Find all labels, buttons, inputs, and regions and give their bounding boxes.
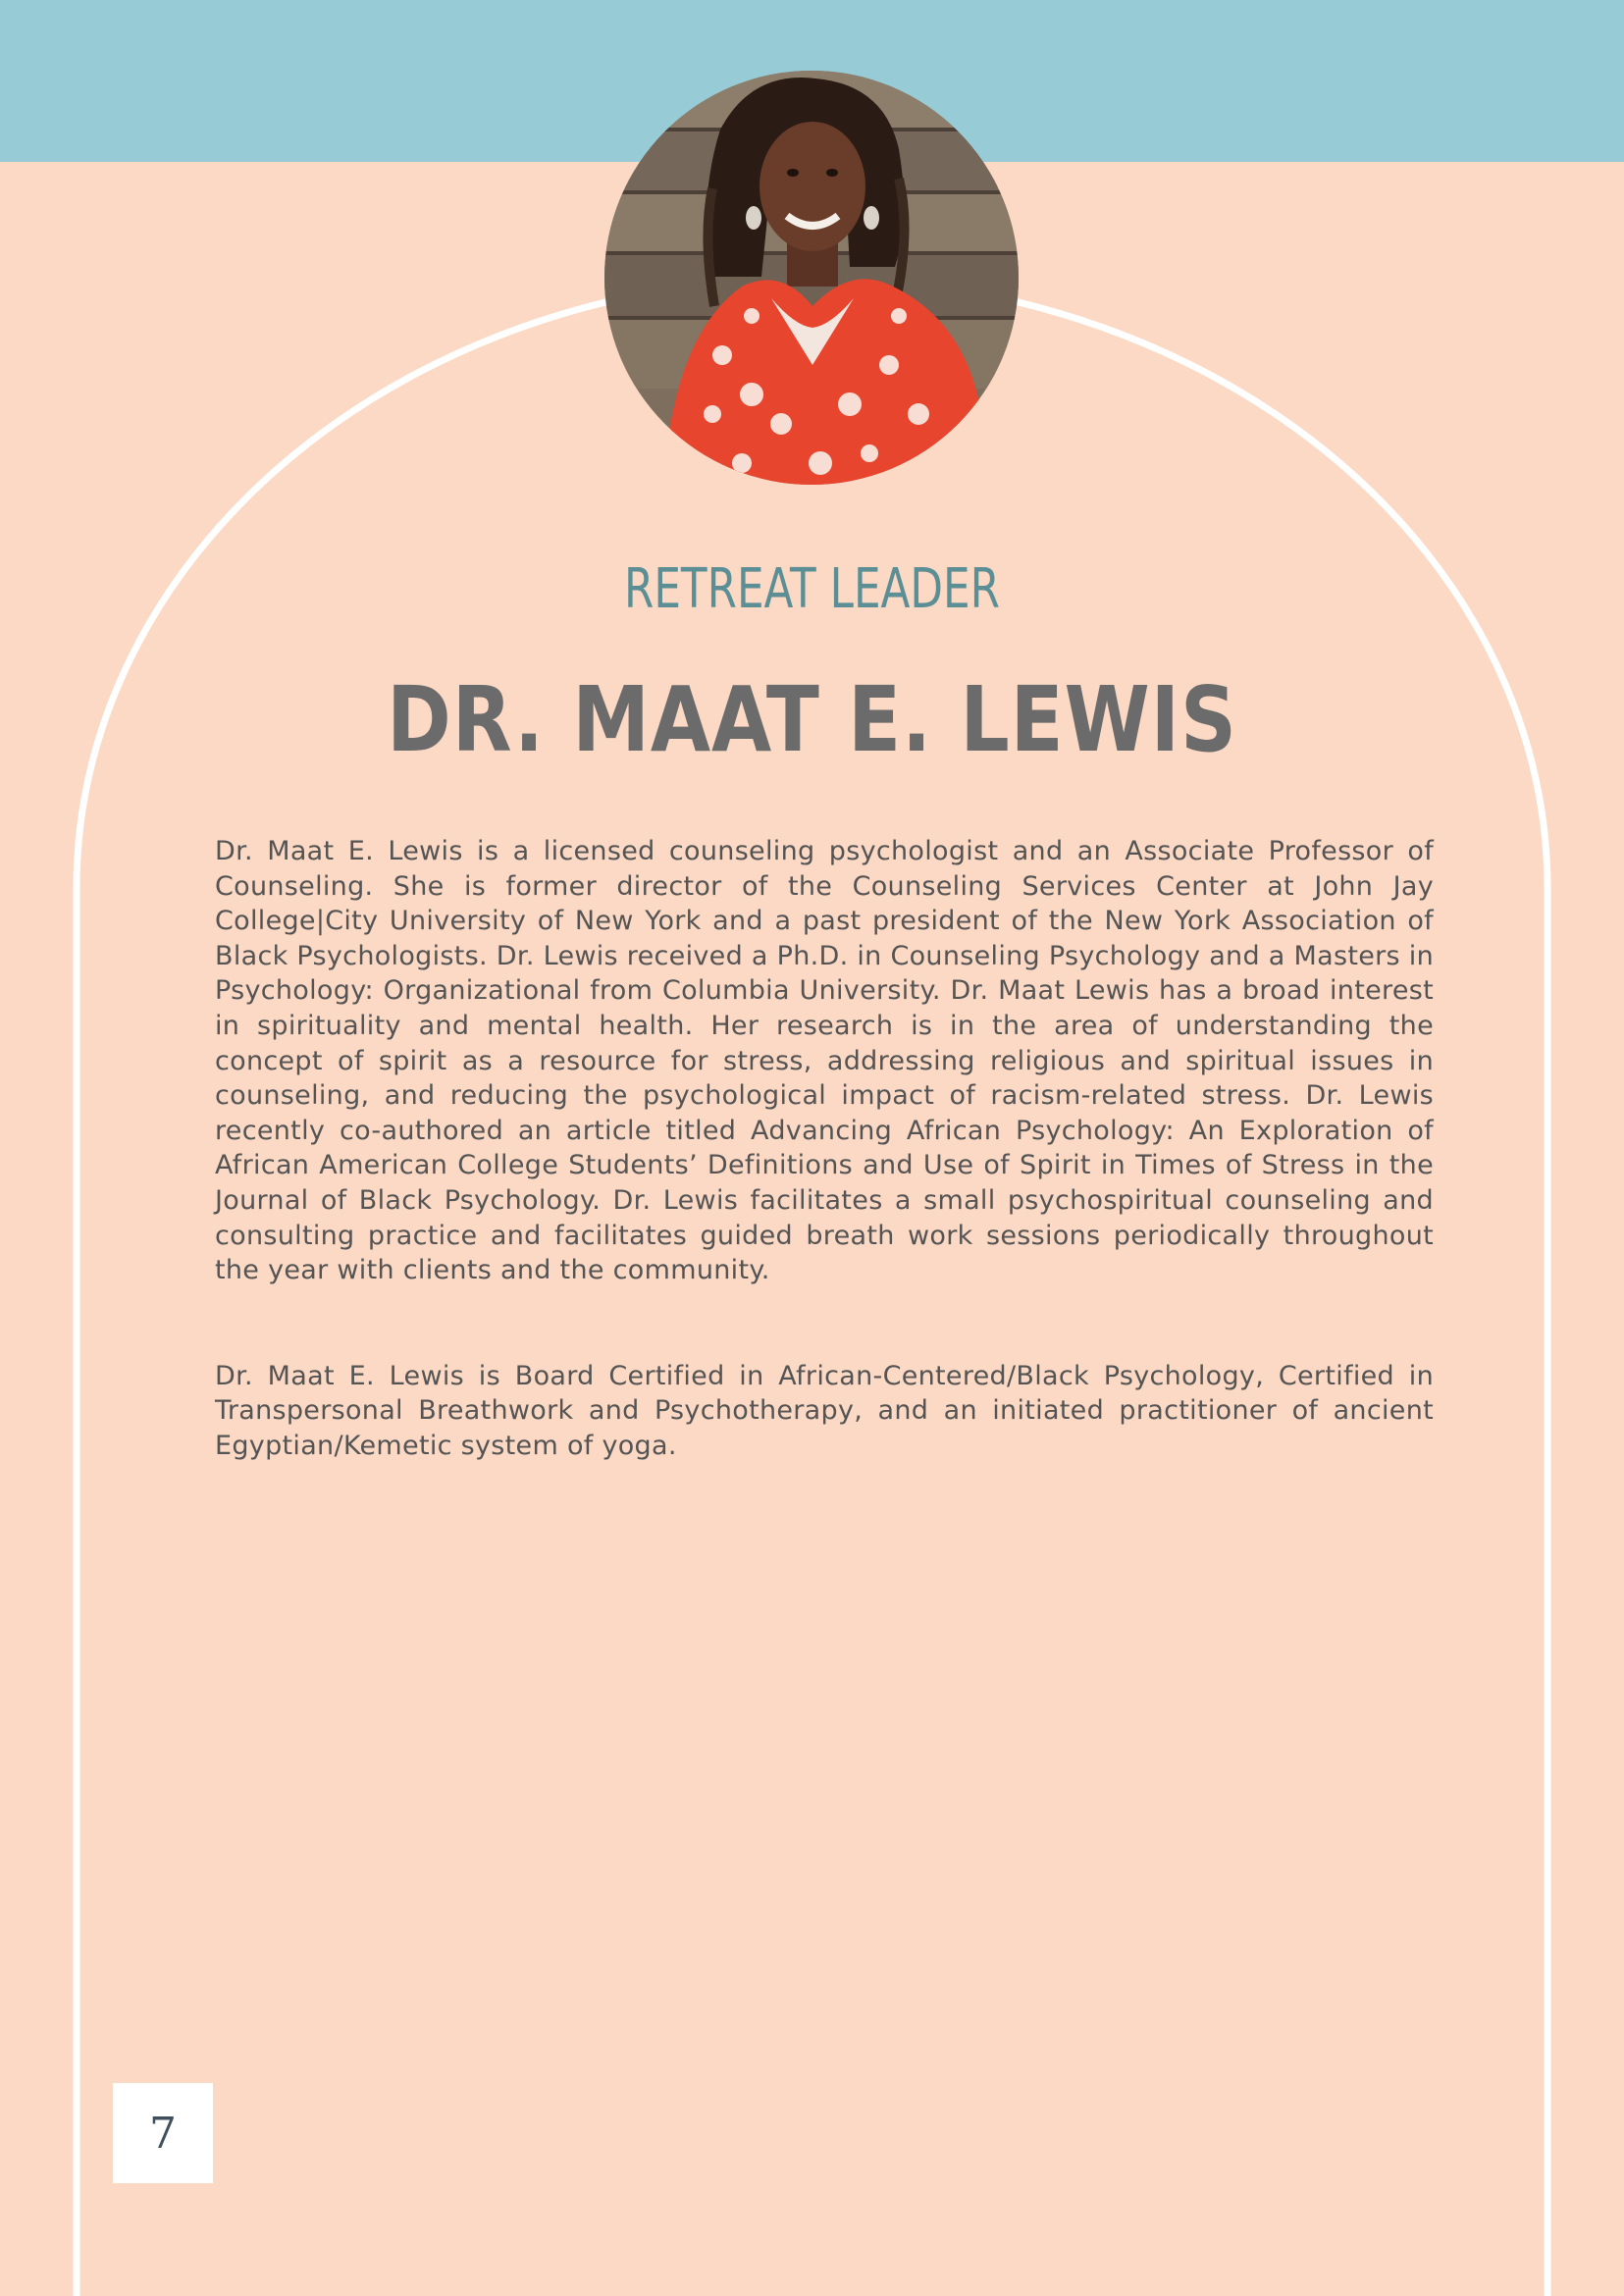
bio-paragraph: Dr. Maat E. Lewis is a licensed counseling psychologist and an Associate Professor of Counseling. She is former director of the Counseling Services Center at John Jay College|City University of New York and a past president of the New York Association of Black Psychologists. Dr. Lewis received a Ph.D. in Counseling Psychology and a Masters in Psychology: Organizational from Columbia University. Dr. Maat Lewis has a broad interest in spirituality and mental health. Her research is in the area of understanding the concept of spirit as a resource for stress, addressing religious and spiritual issues in counseling, and reducing the psychological impact of racism-related stress. Dr. Lewis recently co-authored an article titled Advancing African Psychology: An Exploration of African American College Students’ Definitions and Use of Spirit in Times of Stress in the Journal of Black Psychology. Dr. Lewis facilitates a small psychospiritual counseling and consulting practice and facilitates guided breath work sessions periodically throughout the year with clients and the community. [215,836,1434,1286]
page-number-box [113,2083,213,2183]
bio-paragraph: Dr. Maat E. Lewis is Board Certified in African-Centered/Black Psychology, Certified in Transpersonal Breathwork and Psychotherapy, and an initiated practitioner of ancient Egyptian/Kemetic system of yoga. [215,1360,1434,1461]
section-eyebrow: RETREAT LEADER [623,557,1001,621]
page-number: 7 [149,2108,177,2159]
portrait-photo [604,71,1019,485]
biography [215,834,1434,1535]
leader-name: DR. MAAT E. LEWIS [387,667,1237,772]
portrait-photo-icon [604,71,1019,485]
